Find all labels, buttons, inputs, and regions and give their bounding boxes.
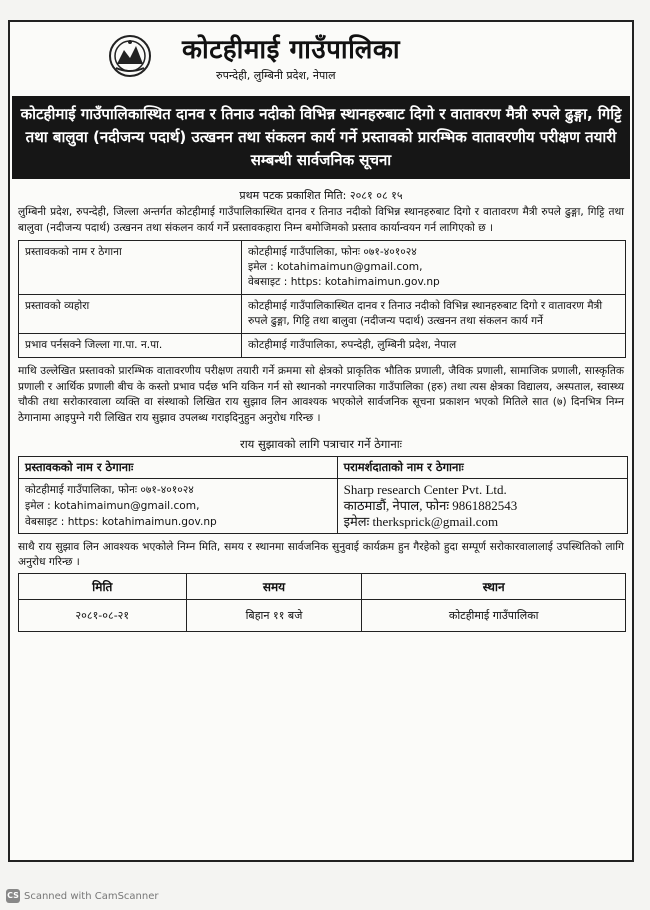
detail-key: प्रस्तावकको नाम र ठेगाना: [19, 241, 242, 295]
date-header: मिति: [19, 573, 187, 599]
table-row: [19, 241, 626, 295]
contact-table: [18, 456, 628, 534]
consultant-contact: [337, 478, 627, 533]
hearing-paragraph: साथै राय सुझाव लिन आवश्यक भएकोले निम्न मिति, समय र स्थानमा सार्वजनिक सुनुवाई कार्यक्रम हुन गैरहेको हुदा सम्पूर्ण सरोकारवालालाई उपस्थितिको लागि अनुरोध गरिन्छ ।: [18, 540, 624, 569]
contact-line: काठमाडौं, नेपाल, फोनः 9861882543: [343, 497, 518, 513]
contact-heading: राय सुझावको लागि पत्राचार गर्ने ठेगानाः: [239, 436, 403, 451]
intro-paragraph: लुम्बिनी प्रदेश, रुपन्देही, जिल्ला अन्तर्गत कोटहीमाई गाउँपालिकास्थित दानव र तिनाउ नदीको विभिन्न स्थानहरुबाट दिगो र वातावरण मैत्री रुपले ढुङ्गा, गिट्टि तथा बालुवा (नदीजन्य पदार्थ) उत्खनन तथा संकलन कार्य गर्ने प्रस्तावकहारा निम्न बमोजिमको प्रस्ताव कार्यान्वयन गर्न लागिएको छ ।: [18, 206, 624, 234]
government-emblem-icon: [108, 34, 152, 78]
notice-title-banner: कोटहीमाई गाउँपालिकास्थित दानव र तिनाउ नदीको विभिन्न स्थानहरुबाट दिगो र वातावरण मैत्री रुपले ढुङ्गा, गिट्टि तथा बालुवा (नदीजन्य पदार्थ) उत्खनन तथा संकलन कार्य गर्ने प्रस्तावको प्रारम्भिक वातावरणीय परीक्षण तयारी सम्बन्धी सार्वजनिक सूचना: [12, 96, 630, 179]
scanner-watermark: [6, 889, 159, 903]
hearing-time: बिहान ११ बजे: [186, 599, 362, 631]
contact-line: Sharp research Center Pvt. Ltd.: [343, 481, 507, 497]
watermark-text: Scanned with CamScanner: [24, 890, 159, 902]
detail-key: प्रभाव पर्नसक्ने जिल्ला गा.पा. न.पा.: [19, 334, 242, 358]
time-header: समय: [186, 573, 362, 599]
hearing-date: २०८१-०८-२१: [19, 599, 187, 631]
contact-line: वेबसाइट : https: kotahimaimun.gov.np: [25, 515, 217, 528]
camscanner-logo-icon: CS: [6, 889, 20, 903]
contact-line: कोटहीमाई गाउँपालिका, फोनः ०७१-४०१०२४: [25, 483, 194, 496]
org-address: रुपन्देही, लुम्बिनी प्रदेश, नेपाल: [216, 69, 336, 82]
detail-line: वेबसाइट : https: kotahimaimun.gov.np: [248, 276, 440, 289]
notice-sheet: [8, 20, 634, 862]
publication-date: प्रथम पटक प्रकाशित मिति: २०८१ ०८ १५: [239, 189, 403, 202]
table-row: [19, 456, 628, 478]
detail-line: कोटहीमाई गाउँपालिकास्थित दानव र तिनाउ नदीको विभिन्न स्थानहरुबाट दिगो र वातावरण मैत्री रुपले ढुङ्गा, गिट्टि तथा बालुवा (नदीजन्य पदार्थ) उत्खनन तथा संकलन कार्य गर्ने: [248, 300, 603, 328]
table-row: [19, 573, 626, 599]
table-row: [19, 295, 626, 334]
proposal-details-table: [18, 240, 626, 358]
table-row: [19, 599, 626, 631]
contact-line: इमेल : kotahimaimun@gmail.com,: [25, 499, 200, 512]
proponent-contact: [19, 478, 338, 533]
table-row: [19, 478, 628, 533]
detail-line: कोटहीमाई गाउँपालिका, फोनः ०७१-४०१०२४: [248, 246, 417, 259]
detail-line: इमेल : kotahimaimun@gmail.com,: [248, 261, 423, 274]
hearing-place: कोटहीमाई गाउँपालिका: [362, 599, 626, 631]
contact-line: इमेलः therksprick@gmail.com: [343, 513, 499, 529]
proponent-header: प्रस्तावकको नाम र ठेगानाः: [19, 456, 338, 478]
detail-key: प्रस्तावको व्यहोरा: [19, 295, 242, 334]
place-header: स्थान: [362, 573, 626, 599]
hearing-table: [18, 573, 626, 632]
header: [10, 22, 632, 96]
detail-value: [242, 334, 626, 358]
body-paragraph: माथि उल्लेखित प्रस्तावको प्रारम्भिक वातावरणीय परीक्षण तयारी गर्ने क्रममा सो क्षेत्रको प्राकृतिक भौतिक प्रणाली, जैविक प्रणाली, सामाजिक प्रणाली, सास्कृतिक प्रणाली र आर्थिक प्रणाली बीच के कस्तो प्रभाव पर्दछ भनि यकिन गर्न सो स्थानको नगरपालिका गाउँपालिका (हरु) तथा त्यस क्षेत्रका विद्यालय, अस्पताल, स्वास्थ्य चौकी तथा सरोकारवाला व्यक्ति वा संस्थाको लिखित राय सुझाव लिन आवश्यक भएकोले सार्वजनिक सूचना प्रकाशन भएको मितिले सात (७) दिनभित्र निम्न ठेगानामा आइपुग्ने गरी लिखित राय सुझाव उपलब्ध गराइदिनुहुन अनुरोध गरिन्छ ।: [18, 365, 624, 424]
table-row: [19, 334, 626, 358]
org-title: कोटहीमाई गाउँपालिका: [182, 35, 401, 65]
detail-value: [242, 241, 626, 295]
detail-line: कोटहीमाई गाउँपालिका, रुपन्देही, लुम्बिनी प्रदेश, नेपाल: [248, 339, 457, 352]
consultant-header: परामर्शदाताको नाम र ठेगानाः: [337, 456, 627, 478]
detail-value: [242, 295, 626, 334]
